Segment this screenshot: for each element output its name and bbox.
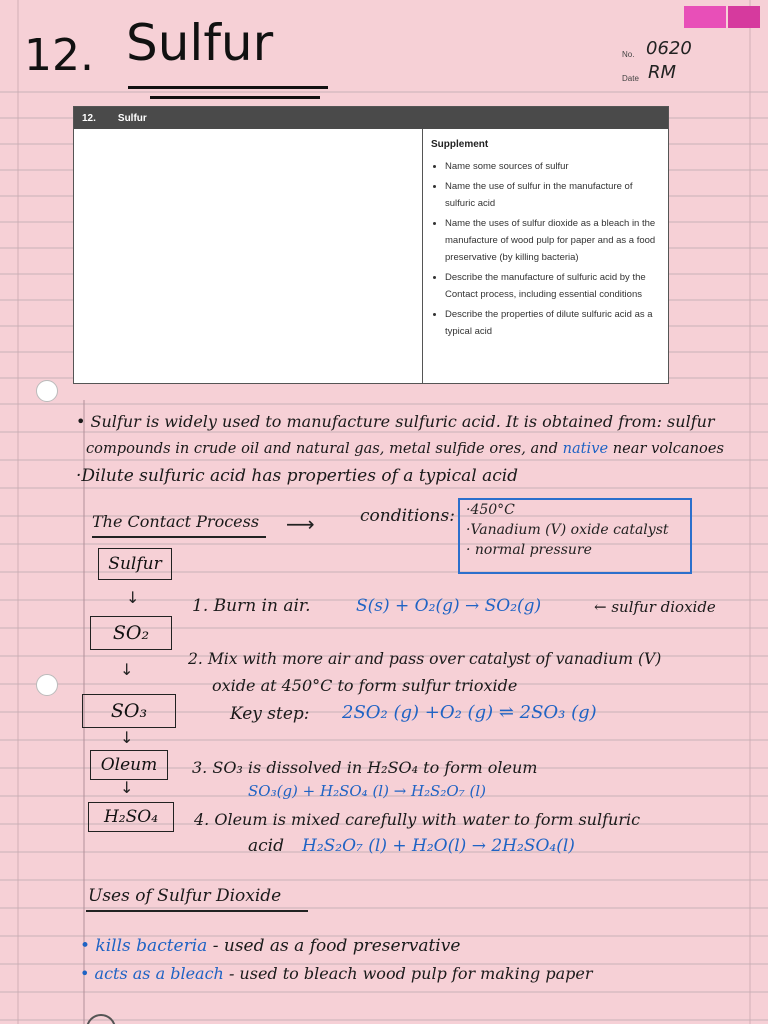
step-4-line-1: 4. Oleum is mixed carefully with water to form sulfuric — [194, 810, 641, 829]
condition-temperature: ·450°C — [466, 502, 515, 518]
right-arrow-icon: ⟶ — [286, 512, 315, 536]
intro-line-1: • Sulfur is widely used to manufacture sulfuric acid. It is obtained from: sulfur — [76, 412, 715, 431]
number-label: No. — [622, 50, 635, 59]
syllabus-box — [73, 106, 669, 384]
intro-line-2-start: compounds in crude oil and natural gas, metal sulfide ores, and — [86, 440, 558, 457]
heading-underline — [92, 536, 266, 538]
list-item: • Describe the properties of dilute sulfuric acid as a typical acid — [445, 306, 660, 340]
intro-line-2-end: near volcanoes — [612, 440, 724, 457]
step-1-equation: S(s) + O₂(g) → SO₂(g) — [356, 596, 542, 616]
down-arrow-icon: ↓ — [120, 728, 134, 747]
uses-heading-underline — [86, 910, 308, 912]
number-value: 0620 — [646, 38, 692, 59]
date-value: RM — [648, 62, 677, 83]
intro-line-2 — [86, 440, 724, 457]
step-2-line-2: oxide at 450°C to form sulfur trioxide — [212, 676, 518, 695]
flow-box-sulfur: Sulfur — [98, 548, 172, 580]
step-4-equation: H₂S₂O₇ (l) + H₂O(l) → 2H₂SO₄(l) — [302, 836, 575, 856]
syllabus-header — [74, 107, 668, 129]
intro-line-3: ·Dilute sulfuric acid has properties of a typical acid — [76, 466, 519, 486]
list-item: • Name the uses of sulfur dioxide as a bleach in the manufacture of wood pulp for paper and as a food preservative (by killing bacteria) — [445, 215, 660, 266]
syllabus-header-title: Sulfur — [117, 112, 147, 124]
step-1-note: ← sulfur dioxide — [594, 598, 716, 616]
supplement-panel — [422, 129, 668, 383]
list-item: • Name some sources of sulfur — [445, 158, 660, 175]
title-underline — [128, 86, 328, 89]
magenta-tab-marker — [728, 6, 760, 28]
supplement-list — [431, 158, 660, 340]
pink-tab-marker — [684, 6, 726, 28]
use-item-1 — [80, 936, 460, 956]
flow-box-so2: SO₂ — [90, 616, 172, 650]
condition-catalyst: ·Vanadium (V) oxide catalyst — [466, 522, 669, 538]
use-item-2-text: - used to bleach wood pulp for making paper — [228, 964, 593, 983]
binder-hole — [86, 1014, 116, 1024]
down-arrow-icon: ↓ — [126, 588, 140, 607]
step-2-line-1: 2. Mix with more air and pass over catalyst of vanadium (V) — [188, 650, 662, 668]
uses-heading: Uses of Sulfur Dioxide — [88, 886, 282, 906]
date-label: Date — [622, 74, 639, 83]
step-3-equation: SO₃(g) + H₂SO₄ (l) → H₂S₂O₇ (l) — [248, 782, 487, 800]
flow-box-so3: SO₃ — [82, 694, 176, 728]
list-item: • Name the use of sulfur in the manufacture of sulfuric acid — [445, 178, 660, 212]
step-4-line-2: acid — [248, 836, 284, 856]
chapter-number: 12. — [24, 30, 94, 81]
use-item-1-highlight: • kills bacteria — [80, 936, 208, 956]
use-item-1-text: - used as a food preservative — [212, 936, 461, 956]
flow-box-oleum: Oleum — [90, 750, 168, 780]
flow-box-h2so4: H₂SO₄ — [88, 802, 174, 832]
step-2-equation: 2SO₂ (g) +O₂ (g) ⇌ 2SO₃ (g) — [342, 702, 597, 723]
down-arrow-icon: ↓ — [120, 660, 134, 679]
supplement-title: Supplement — [431, 139, 489, 150]
binder-hole — [36, 674, 58, 696]
page-title: Sulfur — [126, 14, 274, 72]
conditions-label: conditions: — [360, 506, 455, 526]
down-arrow-icon: ↓ — [120, 778, 134, 797]
step-2-key-label: Key step: — [230, 704, 310, 724]
contact-process-heading: The Contact Process — [92, 512, 260, 531]
binder-hole — [36, 380, 58, 402]
use-item-2 — [80, 964, 592, 983]
condition-pressure: · normal pressure — [466, 542, 592, 558]
step-3-line-1: 3. SO₃ is dissolved in H₂SO₄ to form oleum — [192, 758, 538, 777]
syllabus-header-number: 12. — [82, 112, 96, 124]
title-underline-second — [150, 96, 320, 99]
use-item-2-highlight: • acts as a bleach — [80, 964, 224, 983]
native-highlight: native — [562, 440, 609, 457]
list-item: • Describe the manufacture of sulfuric acid by the Contact process, including essential conditions — [445, 269, 660, 303]
step-1-text: 1. Burn in air. — [192, 596, 311, 616]
